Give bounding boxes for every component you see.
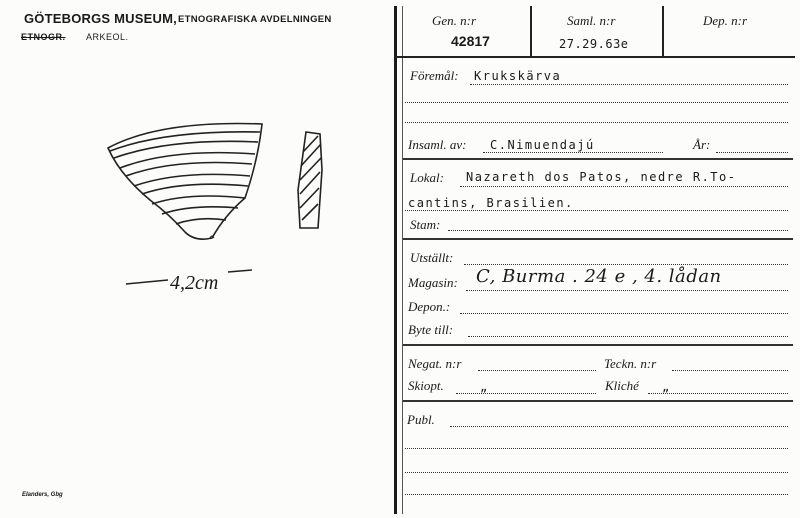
lokal-line-2: [405, 210, 788, 211]
skiopt-value: „: [480, 380, 489, 394]
blank-line: [405, 448, 788, 449]
publ-label: Publ.: [407, 412, 435, 427]
card-inner-border: [402, 6, 403, 514]
lokal-label: Lokal:: [410, 170, 444, 185]
scale-label: 4,2cm: [170, 272, 219, 294]
magasin-value: C, Burma . 24 e , 4. lådan: [476, 266, 722, 287]
section-rule: [403, 400, 793, 402]
struck-department: ETNOGR.: [21, 32, 66, 42]
sherd-drawing: [100, 120, 340, 250]
foremal-label: Föremål:: [410, 68, 459, 83]
kliche-label: Kliché: [605, 378, 639, 393]
kliche-value: „: [662, 380, 671, 394]
printer-mark: Elanders, Gbg: [22, 492, 63, 498]
gen-number-value: 42817: [451, 33, 490, 49]
header-rule: [395, 56, 795, 58]
ar-line: [716, 152, 788, 153]
header-divider: [530, 6, 532, 56]
department-name: ETNOGRAFISKA AVDELNINGEN: [178, 14, 332, 25]
lokal-value-2: cantins, Brasilien.: [408, 196, 574, 210]
dep-number-label: Dep. n:r: [703, 13, 748, 28]
ar-label: År:: [693, 137, 711, 152]
section-rule: [403, 238, 793, 240]
section-rule: [403, 344, 793, 346]
skiopt-label: Skiopt.: [408, 378, 444, 393]
gen-number-label: Gen. n:r: [432, 13, 477, 28]
magasin-line: [466, 290, 788, 291]
foremal-line: [470, 84, 788, 85]
section-rule: [403, 158, 793, 160]
depon-line: [460, 313, 788, 314]
lokal-value-1: Nazareth dos Patos, nedre R.To-: [466, 170, 737, 184]
depon-label: Depon.:: [408, 299, 451, 314]
utstallt-label: Utställt:: [410, 250, 454, 265]
publ-line: [450, 426, 788, 427]
kliche-line: [648, 393, 788, 394]
foremal-value: Krukskärva: [474, 69, 562, 83]
negat-label: Negat. n:r: [408, 356, 462, 371]
saml-number-label: Saml. n:r: [567, 13, 616, 28]
negat-line: [478, 370, 596, 371]
byte-line: [468, 336, 788, 337]
insaml-value: C.Nimuendajú: [490, 138, 595, 152]
stam-line: [448, 230, 788, 231]
card-border: [394, 6, 397, 514]
museum-name: GÖTEBORGS MUSEUM,: [24, 11, 177, 26]
alt-department: ARKEOL.: [86, 32, 129, 42]
insaml-line: [483, 152, 663, 153]
stam-label: Stam:: [410, 217, 441, 232]
blank-line: [405, 102, 788, 103]
lokal-line: [460, 186, 788, 187]
blank-line: [405, 122, 788, 123]
saml-number-value: 27.29.63e: [559, 37, 629, 51]
byte-label: Byte till:: [408, 322, 454, 337]
skiopt-line: [456, 393, 596, 394]
utstallt-line: [464, 264, 788, 265]
magasin-label: Magasin:: [408, 275, 458, 290]
blank-line: [405, 472, 788, 473]
blank-line: [405, 494, 788, 495]
teckn-label: Teckn. n:r: [604, 356, 657, 371]
teckn-line: [672, 370, 788, 371]
insaml-label: Insaml. av:: [408, 137, 467, 152]
header-divider: [662, 6, 664, 56]
